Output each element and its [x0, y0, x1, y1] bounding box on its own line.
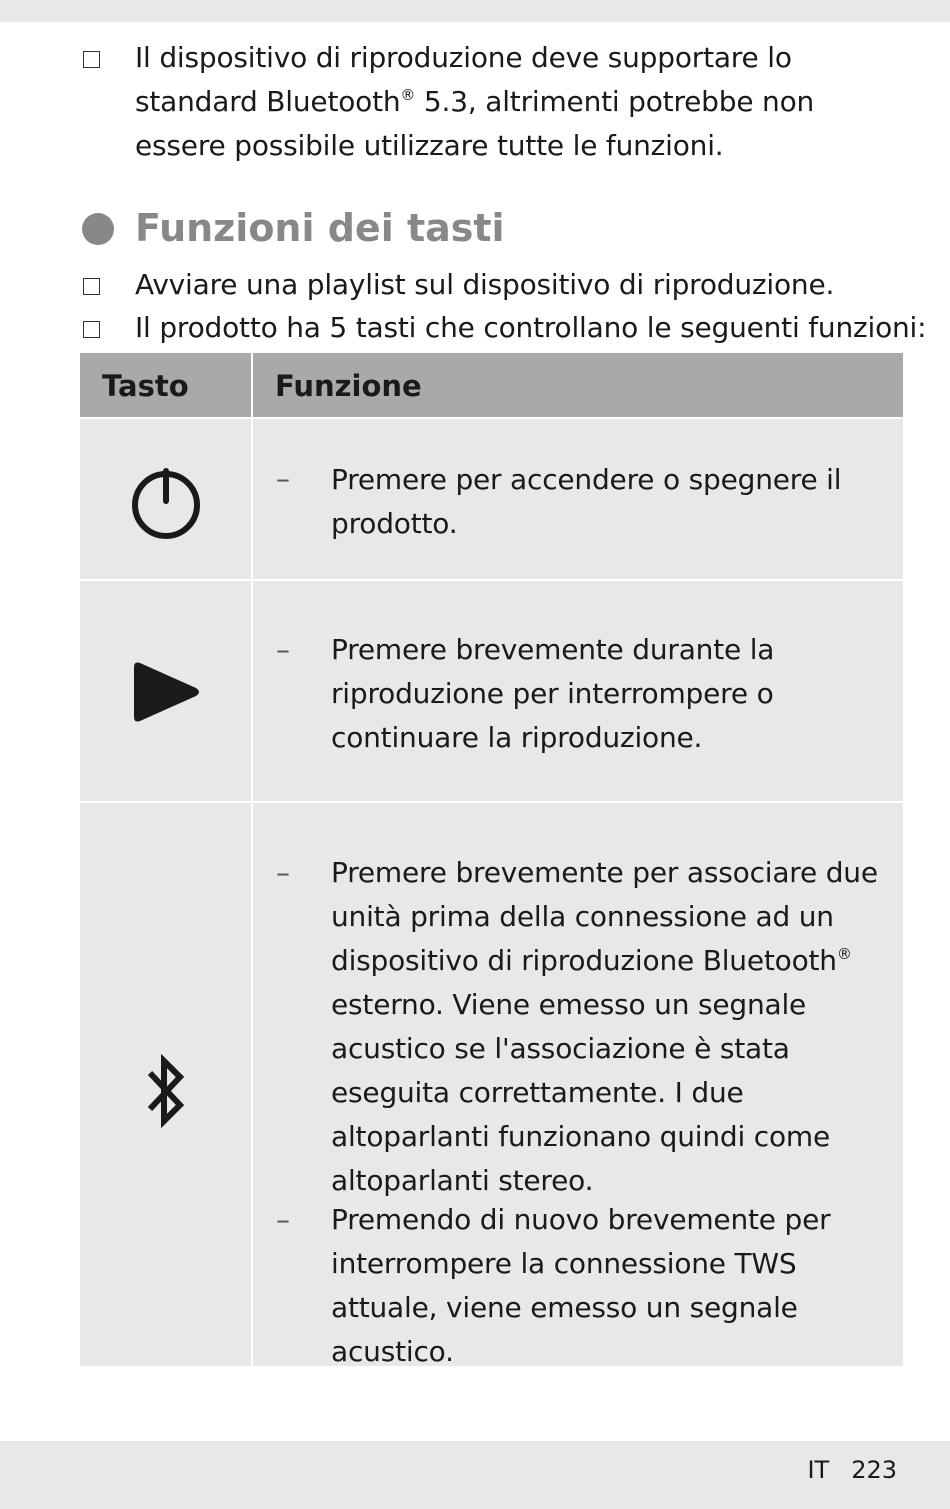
cell-divider [251, 419, 253, 579]
play-icon [130, 661, 202, 723]
page-number: 223 [851, 1456, 897, 1484]
table-header [80, 353, 903, 417]
table-row [80, 581, 903, 801]
power-icon [130, 467, 202, 541]
table-row [80, 419, 903, 579]
checkbox-icon [83, 321, 100, 338]
dash: – [276, 633, 290, 666]
dash: – [276, 856, 290, 889]
list-item-text: Il prodotto ha 5 tasti che controllano le seguenti funzioni: [135, 311, 927, 344]
function-text: Premendo di nuovo brevemente per interrompere la connessione TWS attuale, viene emesso un segnale acustico. [331, 1203, 831, 1368]
language-code: IT [807, 1456, 830, 1484]
top-band [0, 0, 950, 22]
section-title: Funzioni dei tasti [135, 206, 505, 250]
key-cell [80, 419, 251, 579]
header-key: Tasto [102, 369, 189, 403]
header-divider [251, 353, 253, 417]
dash: – [276, 462, 290, 495]
table-row [80, 803, 903, 1366]
dash: – [276, 1203, 290, 1236]
bluetooth-icon [144, 1053, 188, 1129]
checkbox-icon [83, 278, 100, 295]
cell-divider [251, 581, 253, 801]
function-text: Premere per accendere o spegnere il prodotto. [331, 463, 842, 540]
cell-divider [251, 803, 253, 1366]
key-cell [80, 581, 251, 801]
function-text: Premere brevemente durante la riproduzione per interrompere o continuare la riproduzione. [331, 633, 775, 754]
page-footer [807, 1456, 897, 1484]
checkbox-icon [83, 51, 100, 68]
intro-text: Il dispositivo di riproduzione deve supportare lo standard Bluetooth® 5.3, altrimenti potrebbe non essere possibile utilizzare tutte le funzioni. [135, 41, 815, 162]
key-cell [80, 803, 251, 1366]
section-bullet-icon [82, 213, 114, 245]
header-function: Funzione [275, 369, 422, 403]
list-item-text: Avviare una playlist sul dispositivo di riproduzione. [135, 268, 835, 301]
function-text: Premere brevemente per associare due unità prima della connessione ad un dispositivo di riproduzione Bluetooth® esterno. Viene emesso un segnale acustico se l'associazione è stata eseguita correttamente. I due altoparlanti funzionano quindi come altoparlanti stereo. [331, 856, 878, 1197]
